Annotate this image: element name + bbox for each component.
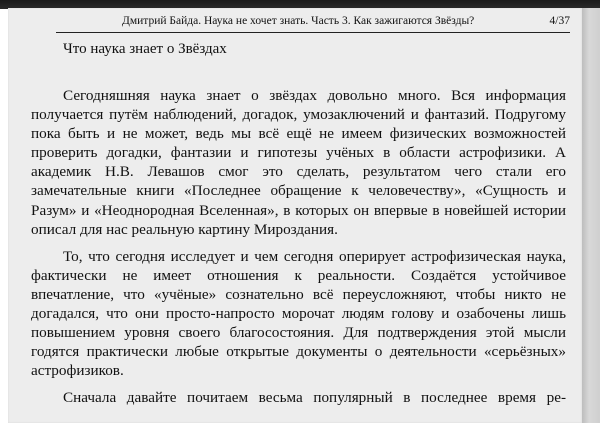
paragraph: Сначала давайте почитаем весьма популярный в последнее время ре-: [63, 389, 566, 407]
body-text: [31, 86, 566, 408]
header-divider: [56, 32, 570, 33]
page-number: 4/37: [549, 15, 570, 27]
paragraph: Сегодняшняя наука знает о звёздах довольно много. Вся информация получается путём наблюдений, догадок, умозаключений и фантазий. Подругому пока быть и не может, ведь мы всё ещё не имеем физических возможностей проверить догадки, фантазии и гипотезы учёных в области астрофизики. А академик Н.В. Левашов смог это сделать, результатом чего стали его замечательные книги «Последнее обращение к человечеству», «Сущность и Разум» и «Неоднородная Вселенная», в которых он впервые в новейшей истории описал для нас реальную картину Мироздания.: [31, 87, 566, 238]
section-heading: Что наука знает о Звёздах: [63, 41, 227, 57]
page-edge-shadow: [582, 8, 600, 423]
paragraph: То, что сегодня исследует и чем сегодня оперирует астрофизическая наука, фактически не имеет отношения к реальности. Создаётся устойчивое впечатление, что «учёные» сознательно всё переусложняют, чтобы никто не догадался, что они просто-напросто морочат людям голову и озабочены лишь повышением уровня своего благосостояния. Для подтверждения этой мысли годятся практически любые открытые документы о деятельности «серьёзных» астрофизиков.: [31, 247, 566, 380]
running-header-title: Дмитрий Байда. Наука не хочет знать. Часть 3. Как зажигаются Звёзды?: [122, 15, 475, 27]
running-header: [30, 12, 570, 30]
